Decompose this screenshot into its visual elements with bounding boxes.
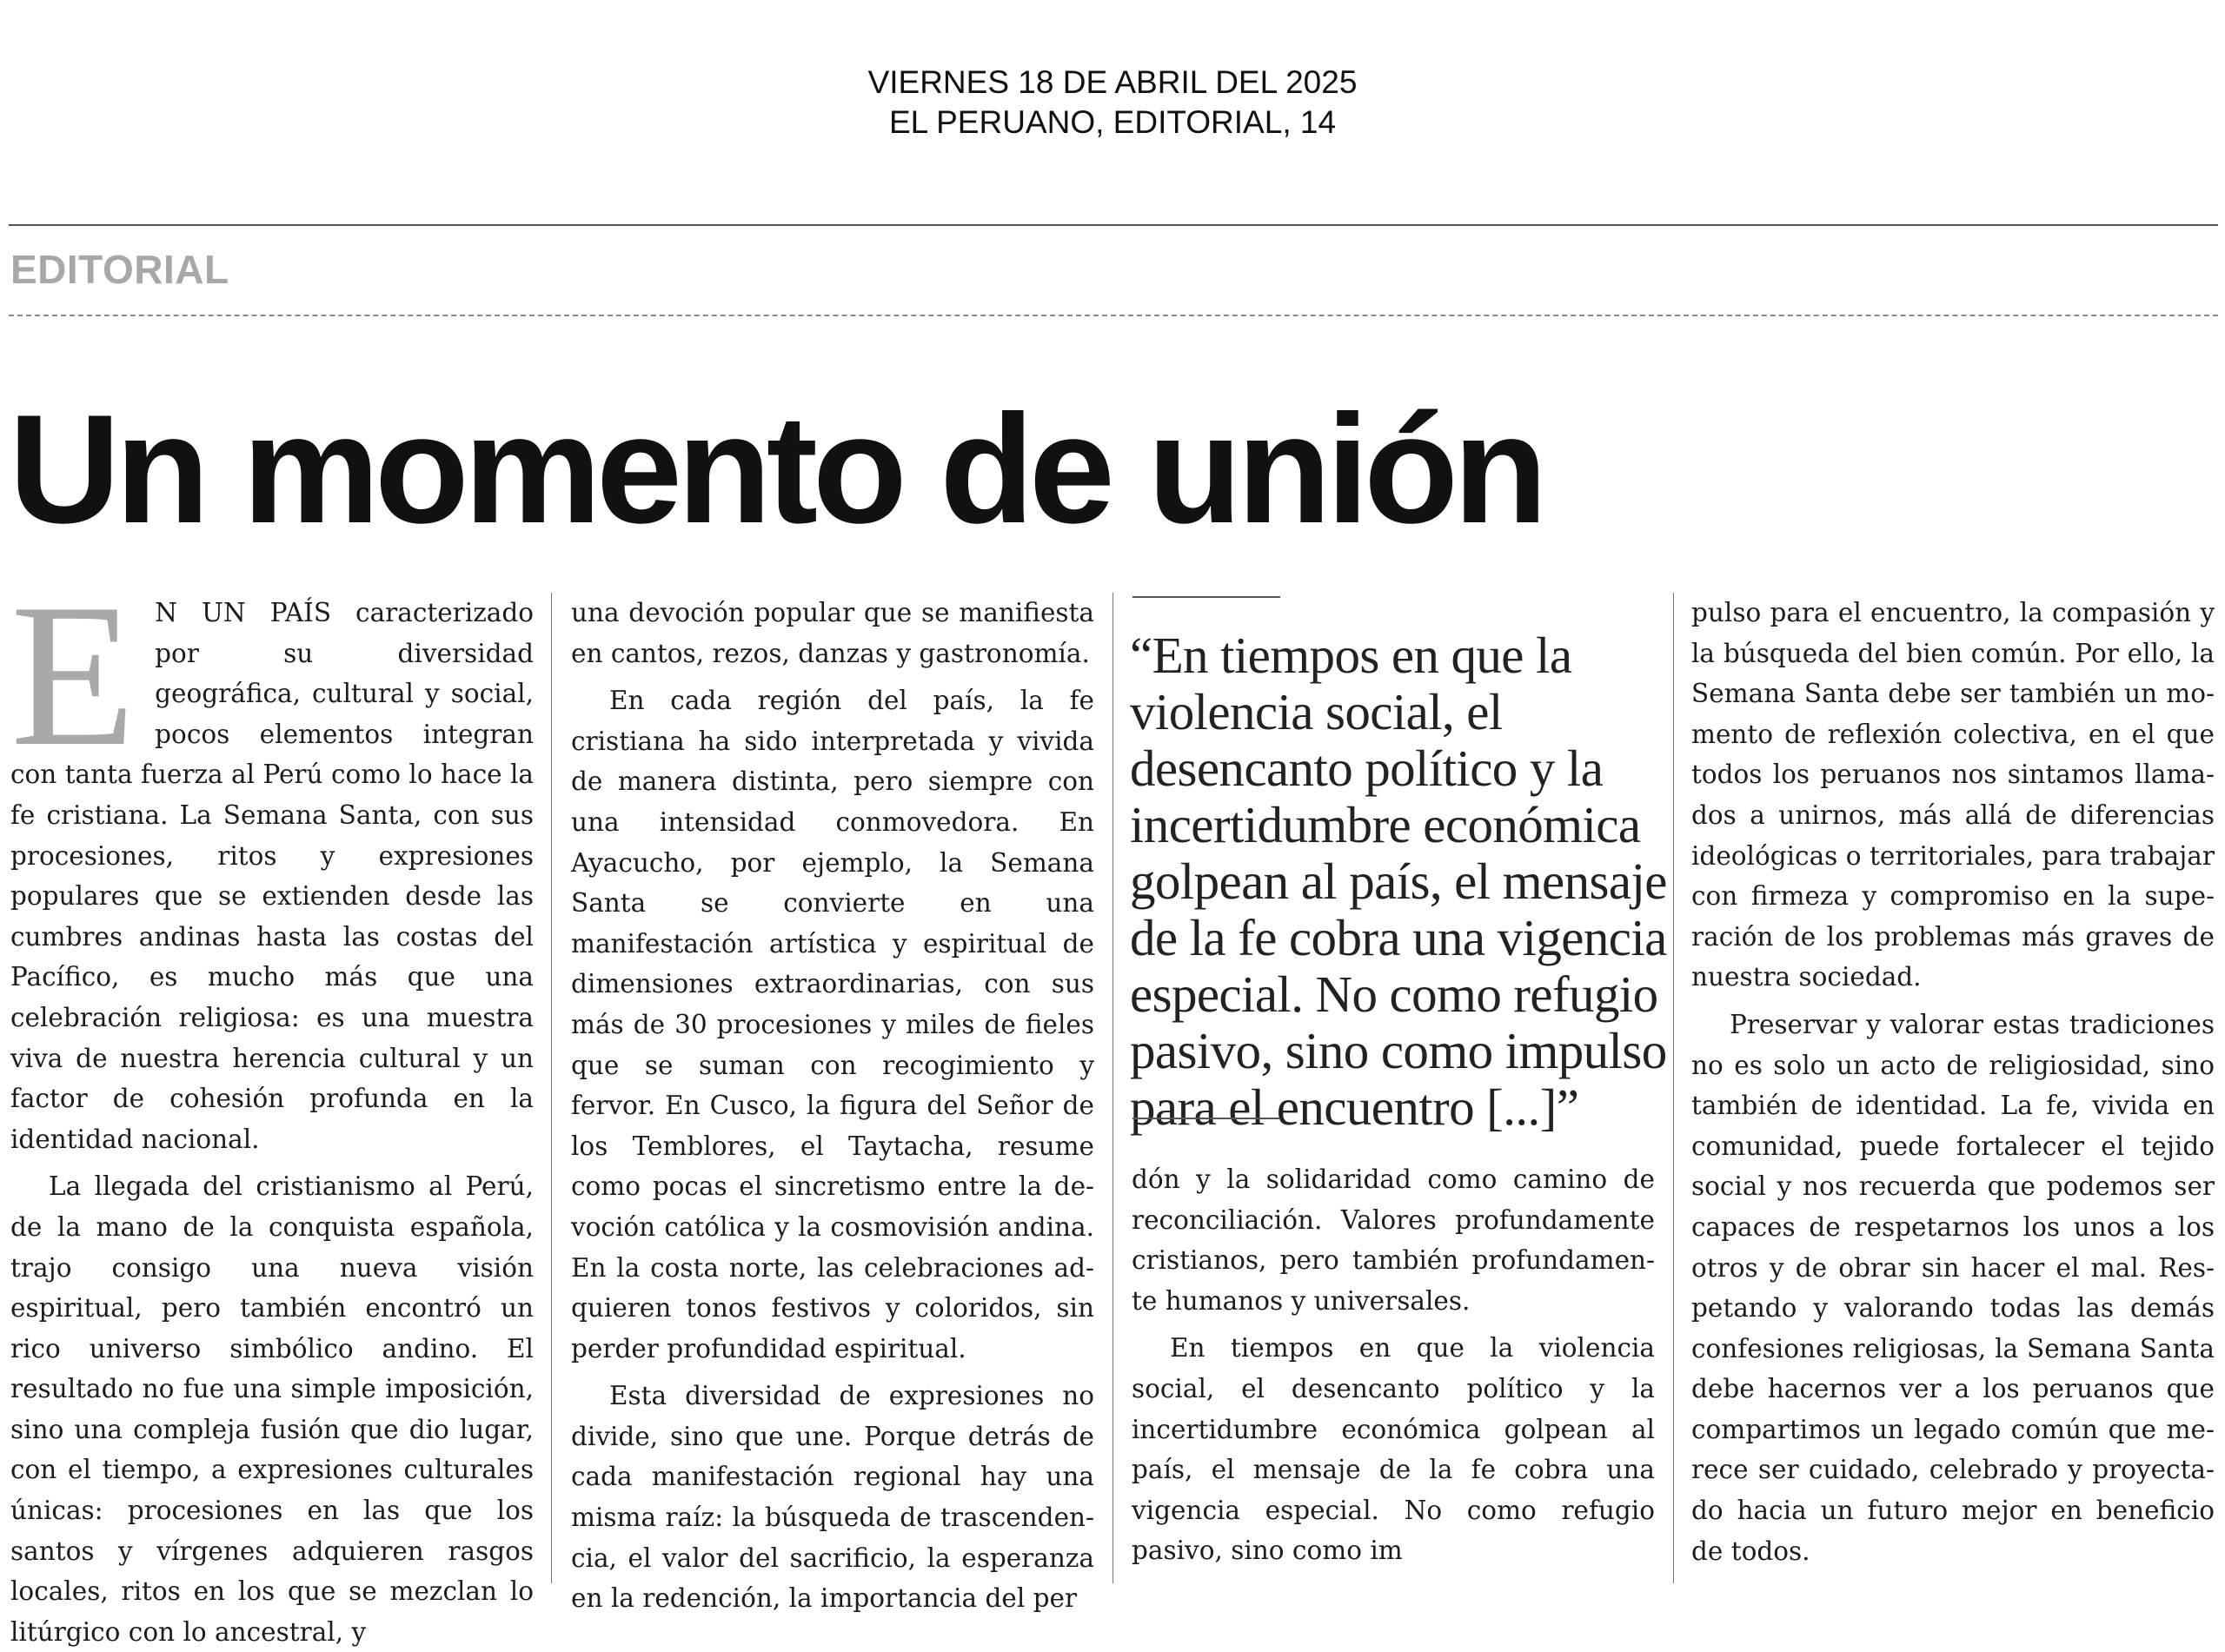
article-column-1 [10,562,534,1652]
top-divider [9,224,2218,226]
article-column-4 [1691,593,2215,1571]
pull-quote-rule-top [1132,596,1280,598]
headline: Un momento de unión [9,382,1543,555]
paragraph [10,562,534,1159]
date-line: VIERNES 18 DE ABRIL DEL 2025 [867,64,1358,100]
source-line: EL PERUANO, EDITORIAL, 14 [888,104,1337,140]
paragraph: Preservar y valorar estas tradiciones no es solo un acto de religiosidad, sino también de identidad. La fe, vivida en comunidad, puede fortalecer el tejido social y nos recuerda que podemos ser capaces de respetarnos los unos a los otros y de obrar sin hacer el mal. Respetando y valorando todas las demás confesiones religiosas, la Semana Santa debe hacernos ver a los peruanos que compartimos un legado común que merece ser cuidado, celebrado y proyectado hacia un futuro mejor en beneficio de todos. [1691,1009,2215,1566]
paragraph: En tiempos en que la violencia social, el desencanto político y la incertidumbre económica golpean al país, el mensaje de la fe cobra una vigencia especial. No como refugio pasivo, sino como im [1132,1333,1655,1566]
article-column-2 [571,593,1094,1619]
column-divider [551,593,552,1583]
section-label: EDITORIAL [10,247,229,292]
paragraph: pulso para el encuentro, la compasión y la búsqueda del bien común. Por ello, la Semana Santa debe ser también un momento de reflexión colectiva, en el que todos los peruanos nos sintamos llamados a unirnos, más allá de diferencias ideológicas o territoriales, para trabajar con firmeza y compromiso en la superación de los problemas más graves de nuestra sociedad. [1691,598,2215,992]
dashed-divider [9,315,2218,316]
paragraph-text: N UN PAÍS caracterizado por su diversidad geográfica, cultural y social, pocos elementos integran con tanta fuerza al Perú como lo hace la fe cristiana. La Semana Santa, con sus procesiones, ritos y expresiones populares que se extienden desde las cumbres andinas hasta las costas del Pacífico, es mucho más que una celebración religiosa: es una muestra viva de nuestra herencia cultural y un factor de cohesión profunda en la identidad nacional. [10,598,534,1154]
drop-cap: E [10,562,136,789]
pull-quote: “En tiempos en que la violencia social, el desencanto político y la incertidumbre económica golpean al país, el mensaje de la fe cobra una vigencia especial. No como refugio pasivo, sino como impulso para el encuentro [...]” [1130,627,1667,1136]
paragraph: dón y la solidaridad como camino de reconciliación. Valores profundamente cristianos, pero también profundamente humanos y universales. [1132,1164,1655,1316]
paragraph: En cada región del país, la fe cristiana ha sido interpretada y vivida de manera distinta, pero siempre con una intensidad conmovedora. En Ayacucho, por ejemplo, la Semana Santa se convierte en una manifestación artística y espiritual de dimensiones extraordinarias, con sus más de 30 procesiones y miles de fieles que se suman con recogimiento y fervor. En Cusco, la figura del Señor de los Temblores, el Taytacha, resume como pocas el sincretismo entre la devoción católica y la cosmovisión andina. En la costa norte, las celebraciones adquieren tonos festivos y coloridos, sin perder profundidad espiritual. [571,686,1094,1363]
pull-quote-rule-bottom [1132,1118,1280,1119]
paragraph: Esta diversidad de expresiones no divide, sino que une. Porque detrás de cada manifestación regional hay una misma raíz: la búsqueda de trascendencia, el valor del sacrificio, la esperanza en la redención, la importancia del per [571,1381,1094,1614]
dateline [0,63,2225,143]
article-column-3 [1132,1159,1655,1571]
column-divider [1673,593,1674,1583]
paragraph: La llegada del cristianismo al Perú, de la mano de la conquista española, trajo consigo una nueva visión espiritual, pero también encontró un rico universo simbólico andino. El resultado no fue una simple imposición, sino una compleja fusión que dio lugar, con el tiempo, a expresiones culturales únicas: procesiones en las que los santos y vírgenes adquieren rasgos locales, ritos en los que se mezclan lo litúrgico con lo ancestral, y [10,1171,534,1647]
column-divider [1112,593,1113,1583]
paragraph: una devoción popular que se manifiesta en cantos, rezos, danzas y gastronomía. [571,598,1094,668]
